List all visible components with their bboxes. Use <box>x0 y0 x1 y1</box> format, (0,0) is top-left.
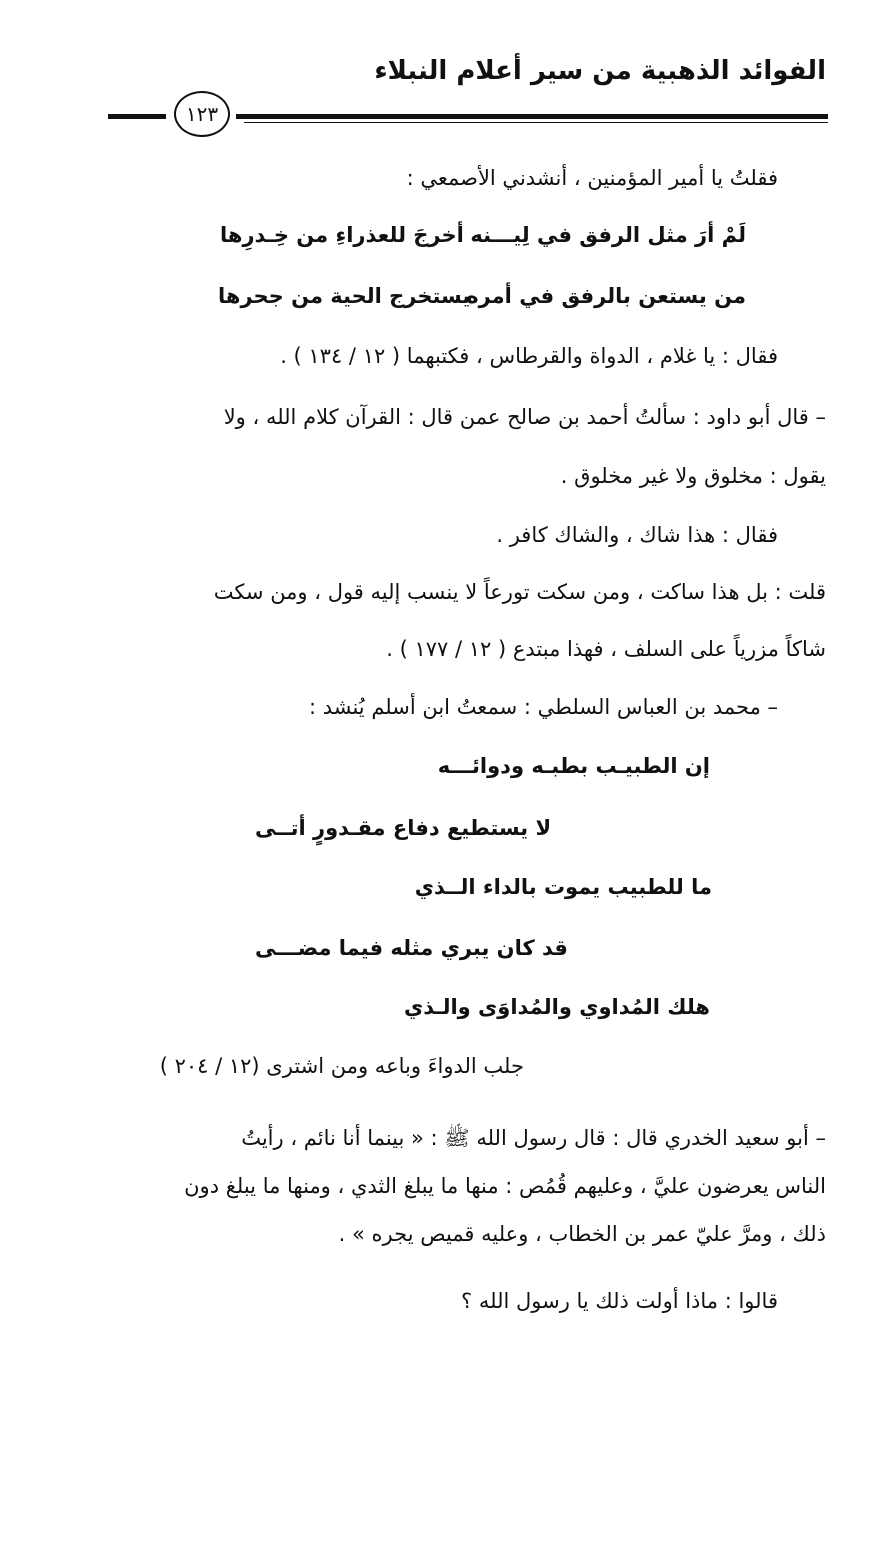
header-rule-right <box>236 114 828 119</box>
text-line: فقال : هذا شاك ، والشاك كافر . <box>496 523 778 547</box>
verse-hemistich: أخرجَ للعذراءِ من خِـدرِها <box>220 223 464 247</box>
text-line: يقول : مخلوق ولا غير مخلوق . <box>560 464 826 488</box>
poem-line: إن الطبيـب بطبـه ودوائـــه <box>437 754 710 778</box>
text-line: فقال : يا غلام ، الدواة والقرطاس ، فكتبهما ( ١٢ / ١٣٤ ) . <box>280 344 778 368</box>
text-line: – محمد بن العباس السلطي : سمعتُ ابن أسلم يُنشد : <box>308 695 778 719</box>
verse-hemistich: من يستعن بالرفق في أمره <box>466 284 746 308</box>
text-line: شاكاً مزرياً على السلف ، فهذا مبتدع ( ١٢ / ١٧٧ ) . <box>386 637 826 661</box>
poem-line: لا يستطيع دفاع مقـدورٍ أتــى <box>255 816 552 840</box>
text-line: – أبو سعيد الخدري قال : قال رسول الله ﷺ : « بينما أنا نائم ، رأيتُ <box>241 1126 826 1150</box>
verse-hemistich: يستخرج الحية من جحرها <box>218 284 471 308</box>
page-number: ١٢٣ <box>174 91 230 137</box>
text-line: قلت : بل هذا ساكت ، ومن سكت تورعاً لا ينسب إليه قول ، ومن سكت <box>213 580 826 604</box>
header-rule-thin <box>244 122 828 123</box>
text-line: فقلتُ يا أمير المؤمنين ، أنشدني الأصمعي : <box>406 166 778 190</box>
verse-hemistich: لَمْ أرَ مثل الرفق في لِيـــنه <box>470 223 746 247</box>
poem-line: جلب الدواءَ وباعه ومن اشترى (١٢ / ٢٠٤ ) <box>159 1054 524 1078</box>
text-line: – قال أبو داود : سألتُ أحمد بن صالح عمن قال : القرآن كلام الله ، ولا <box>223 405 826 429</box>
header-rule-left <box>108 114 166 119</box>
text-line: قالوا : ماذا أولت ذلك يا رسول الله ؟ <box>461 1289 778 1313</box>
poem-line: ما للطبيب يموت بالداء الــذي <box>414 875 712 899</box>
book-title: الفوائد الذهبية من سير أعلام النبلاء <box>374 56 826 86</box>
poem-line: قد كان يبري مثله فيما مضـــى <box>255 936 568 960</box>
text-line: ذلك ، ومرَّ عليّ عمر بن الخطاب ، وعليه قميص يجره » . <box>338 1222 826 1246</box>
text-line: الناس يعرضون عليَّ ، وعليهم قُمُص : منها ما يبلغ الثدي ، ومنها ما يبلغ دون <box>184 1174 826 1198</box>
poem-line: هلك المُداوي والمُداوَى والـذي <box>404 995 710 1019</box>
